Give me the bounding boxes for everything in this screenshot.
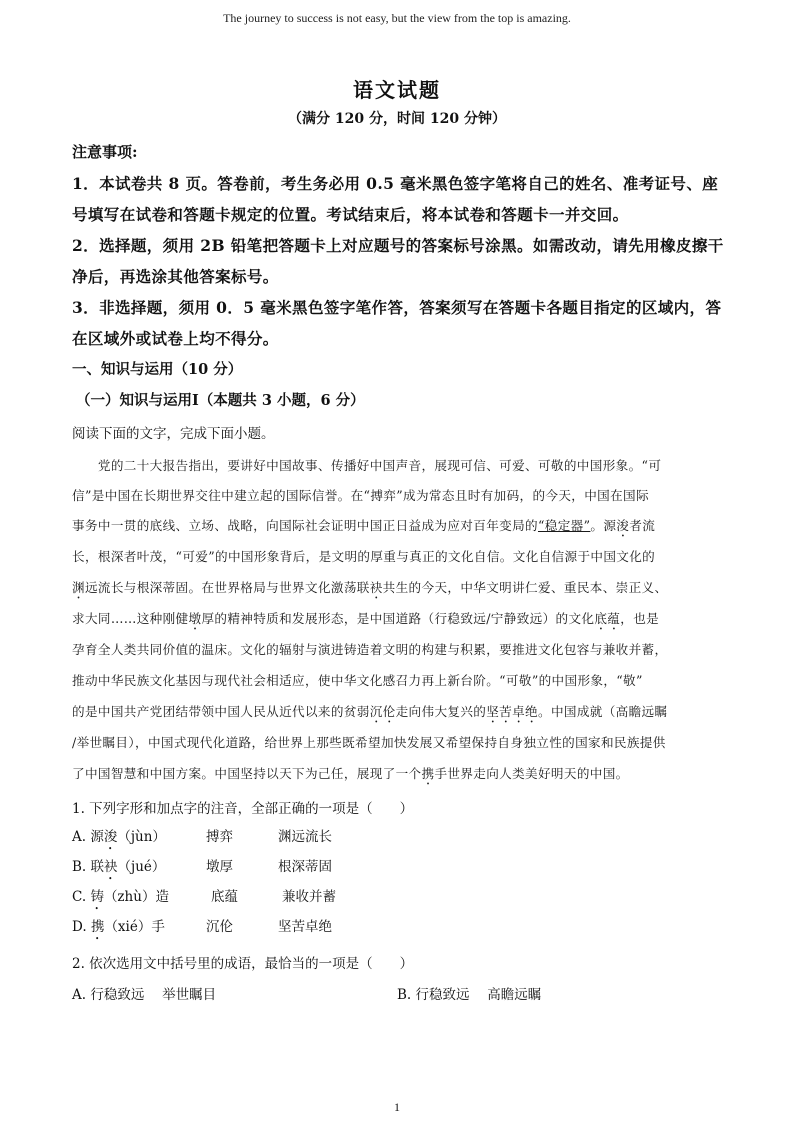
option-pinyin: （jùn）	[117, 829, 166, 845]
passage-text: 。源	[590, 518, 617, 533]
option-word: 根深蒂固	[278, 859, 332, 875]
passage-line: 党的二十大报告指出，要讲好中国故事、传播好中国声音，展现可信、可爱、可敬的中国形象。“可	[72, 458, 662, 473]
passage-line: 信”是中国在长期世界交往中建立起的国际信誉。在“搏弈”成为常态且时有加码，的今天，中国在国际	[72, 488, 649, 503]
option-word: 墩厚	[206, 859, 233, 875]
option-pinyin: （xié）手	[104, 919, 165, 935]
passage-line: /举世瞩目），中国式现代化道路，给世界上那些既希望加快发展又希望保持自身独立性的国家和民族提供	[72, 735, 666, 750]
option-label	[72, 855, 165, 883]
passage-text: 走向伟大复兴的	[395, 704, 487, 719]
underlined-text: “稳定器”	[537, 518, 591, 533]
exam-subtitle: （满分 120 分，时间 120 分钟）	[288, 111, 506, 127]
notice-line: 3．非选择题，须用 0．5 毫米黑色签字笔作答，答案须写在答题卡各题目指定的区域内，答	[72, 298, 722, 317]
passage-text: 厚的精神特质和发展形态，是中国道路（行稳致远/宁静致远）的文化	[201, 611, 595, 626]
notice-line: 净后，再选涂其他答案标号。	[72, 267, 279, 286]
question-1-stem: 1. 下列字形和加点字的注音，全部正确的一项是（ ）	[72, 801, 414, 817]
option-word: 兼收并蓄	[282, 889, 336, 905]
passage-text: 事务中一贯的底线、立场、战略，向国际社会证明中国正日益成为应对百年变局的	[72, 518, 538, 533]
option-text: C.	[72, 889, 91, 905]
passage-text: 远流长与根深蒂固。在世界格局与世界文化激荡联	[84, 580, 370, 595]
passage-text: 的是中国共产党团结带领中国人民从近代以来的贫弱	[72, 704, 370, 719]
header-quote: The journey to success is not easy, but the view from the top is amazing.	[223, 11, 571, 25]
notice-line: 1．本试卷共 8 页。答卷前，考生务必用 0.5 毫米黑色签字笔将自己的姓名、准考证号、座	[72, 174, 719, 193]
page-number: 1	[394, 1100, 400, 1114]
passage-line	[72, 608, 659, 633]
passage-line	[72, 763, 629, 788]
passage-text: 了中国智慧和中国方案。中国坚持以天下为己任，展现了一个	[72, 766, 422, 781]
dotted-char: 袂	[104, 859, 118, 875]
section-heading: 一、知识与运用（10 分）	[72, 361, 243, 378]
option-label	[72, 885, 169, 913]
option-word: 沉伦	[206, 919, 233, 935]
option-pinyin: （zhù）造	[103, 889, 169, 905]
dotted-char: 坚苦卓绝	[486, 704, 538, 719]
dotted-char: 携	[90, 919, 105, 935]
notice-line: 号填写在试卷和答题卡规定的位置。考试结束后，将本试卷和答题卡一并交回。	[72, 205, 629, 224]
notice-line: 在区域外或试卷上均不得分。	[72, 329, 279, 348]
passage-line	[72, 701, 667, 726]
notice-line: 2．选择题，须用 2B 铅笔把答题卡上对应题号的答案标号涂黑。如需改动，请先用橡皮擦干	[72, 236, 724, 255]
option-word: 渊远流长	[278, 829, 332, 845]
passage-text: 者流	[629, 518, 656, 533]
option-word: 坚苦卓绝	[278, 919, 332, 935]
notice-heading: 注意事项:	[72, 143, 138, 161]
passage-text: 共生的今天，中华文明讲仁爱、重民本、崇正义、	[382, 580, 668, 595]
option-label	[72, 915, 165, 943]
dotted-char: 铸	[90, 889, 104, 905]
option-label	[72, 825, 166, 853]
passage-text: 手世界走向人类美好明天的中国。	[434, 766, 629, 781]
dotted-char: 浚	[103, 829, 118, 845]
option-text: B. 联	[72, 859, 105, 875]
option-pinyin: （jué）	[117, 859, 166, 875]
dotted-char: 底蕴	[594, 611, 621, 626]
dotted-char: 袂	[369, 580, 383, 595]
option-text: D.	[72, 919, 91, 935]
passage-text: 求大同……这种刚健	[72, 611, 189, 626]
dotted-char: 墩	[188, 611, 202, 626]
passage-text: ，也是	[620, 611, 660, 626]
option-word: 搏弈	[206, 829, 233, 845]
passage-line: 推动中华民族文化基因与现代社会相适应，使中华文化感召力再上新台阶。“可敬”的中国形象，“敬”	[72, 673, 643, 688]
passage-line	[72, 577, 667, 602]
passage-line	[72, 515, 655, 540]
dotted-char: 渊	[72, 580, 85, 595]
dotted-char: 浚	[616, 518, 630, 533]
dotted-char: 携	[421, 766, 435, 781]
exam-title: 语文试题	[353, 78, 441, 102]
option-text: A. 源	[72, 829, 104, 845]
passage-line: 长，根深者叶茂，“可爱”的中国形象背后，是文明的厚重与真正的文化自信。文化自信源于中国文化的	[72, 549, 656, 564]
option-word: 底蕴	[211, 889, 238, 905]
question-2-option-a: A. 行稳致远 举世瞩目	[72, 987, 217, 1003]
passage-text: 。中国成就（高瞻远瞩	[538, 704, 668, 719]
dotted-char: 沉伦	[369, 704, 396, 719]
subsection-heading: （一）知识与运用Ⅰ（本题共 3 小题，6 分）	[76, 392, 365, 409]
question-2-option-b: B. 行稳致远 高瞻远瞩	[397, 987, 542, 1003]
reading-instruction: 阅读下面的文字，完成下面小题。	[72, 426, 275, 442]
question-2-stem: 2. 依次选用文中括号里的成语，最恰当的一项是（ ）	[72, 956, 414, 972]
passage-line: 孕育全人类共同价值的温床。文化的辐射与演进铸造着文明的构建与积累，要推进文化包容与兼收并蓄，	[72, 642, 668, 657]
